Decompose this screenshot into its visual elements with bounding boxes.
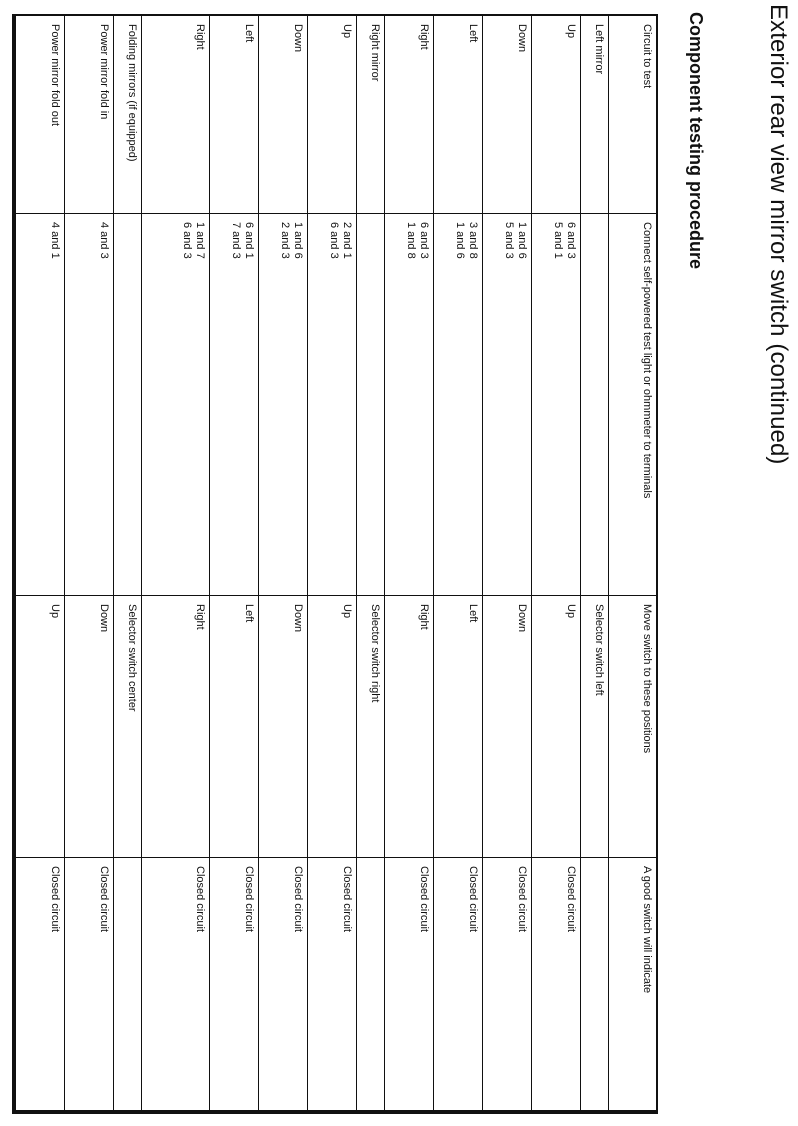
cell-circuit: Power mirror fold out (16, 16, 65, 214)
page-title: Exterior rear view mirror switch (continued) (765, 4, 792, 465)
cell-switch-position: Up (531, 596, 580, 858)
cell-circuit: Right mirror (356, 16, 384, 214)
cell-result: Closed circuit (65, 858, 114, 1111)
cell-result: Closed circuit (384, 858, 433, 1111)
cell-switch-position: Down (65, 596, 114, 858)
cell-switch-position: Selector switch right (356, 596, 384, 858)
cell-result: Closed circuit (258, 858, 307, 1111)
cell-result: Closed circuit (482, 858, 531, 1111)
cell-switch-position: Up (307, 596, 356, 858)
table-row (258, 16, 307, 1111)
table-row (307, 16, 356, 1111)
cell-switch-position: Right (142, 596, 210, 858)
header-circuit-to-test: Circuit to test (609, 16, 657, 214)
cell-terminals: 3 and 8 1 and 6 (433, 214, 482, 596)
cell-result (114, 858, 142, 1111)
cell-result (580, 858, 608, 1111)
cell-circuit: Power mirror fold in (65, 16, 114, 214)
cell-circuit: Down (258, 16, 307, 214)
table-row (209, 16, 258, 1111)
cell-result: Closed circuit (307, 858, 356, 1111)
cell-circuit: Folding mirrors (if equipped) (114, 16, 142, 214)
table-group-row (356, 16, 384, 1111)
cell-circuit: Left mirror (580, 16, 608, 214)
section-title: Component testing procedure (686, 12, 706, 270)
table-header-row (609, 16, 657, 1111)
cell-switch-position: Down (258, 596, 307, 858)
cell-circuit: Left (209, 16, 258, 214)
cell-terminals: 6 and 1 7 and 3 (209, 214, 258, 596)
cell-circuit: Left (433, 16, 482, 214)
cell-terminals: 1 and 6 5 and 3 (482, 214, 531, 596)
cell-terminals: 4 and 1 (16, 214, 65, 596)
cell-terminals (356, 214, 384, 596)
cell-terminals: 6 and 3 5 and 1 (531, 214, 580, 596)
cell-circuit: Right (384, 16, 433, 214)
cell-terminals: 2 and 1 6 and 3 (307, 214, 356, 596)
cell-terminals (580, 214, 608, 596)
testing-table-frame (12, 14, 658, 1114)
cell-terminals: 1 and 6 2 and 3 (258, 214, 307, 596)
cell-result: Closed circuit (433, 858, 482, 1111)
table-row (65, 16, 114, 1111)
table-row (16, 16, 65, 1111)
cell-switch-position: Up (16, 596, 65, 858)
cell-result: Closed circuit (209, 858, 258, 1111)
cell-terminals: 4 and 3 (65, 214, 114, 596)
cell-switch-position: Right (384, 596, 433, 858)
table-row (433, 16, 482, 1111)
cell-circuit: Right (142, 16, 210, 214)
cell-terminals: 6 and 3 1 and 8 (384, 214, 433, 596)
cell-switch-position: Selector switch left (580, 596, 608, 858)
cell-switch-position: Left (209, 596, 258, 858)
cell-switch-position: Left (433, 596, 482, 858)
header-connect-terminals: Connect self-powered test light or ohmmeter to terminals (609, 214, 657, 596)
table-row (482, 16, 531, 1111)
cell-circuit: Up (531, 16, 580, 214)
cell-result: Closed circuit (16, 858, 65, 1111)
table-row (142, 16, 210, 1111)
cell-result: Closed circuit (142, 858, 210, 1111)
cell-result: Closed circuit (531, 858, 580, 1111)
cell-result (356, 858, 384, 1111)
cell-switch-position: Selector switch center (114, 596, 142, 858)
header-switch-positions: Move switch to these positions (609, 596, 657, 858)
component-testing-table (15, 15, 657, 1111)
table-group-row (580, 16, 608, 1111)
table-row (531, 16, 580, 1111)
cell-circuit: Up (307, 16, 356, 214)
table-body (16, 16, 609, 1111)
header-expected-result: A good switch will indicate (609, 858, 657, 1111)
table-group-row (114, 16, 142, 1111)
cell-circuit: Down (482, 16, 531, 214)
table-row (384, 16, 433, 1111)
cell-terminals (114, 214, 142, 596)
cell-switch-position: Down (482, 596, 531, 858)
cell-terminals: 1 and 7 6 and 3 (142, 214, 210, 596)
